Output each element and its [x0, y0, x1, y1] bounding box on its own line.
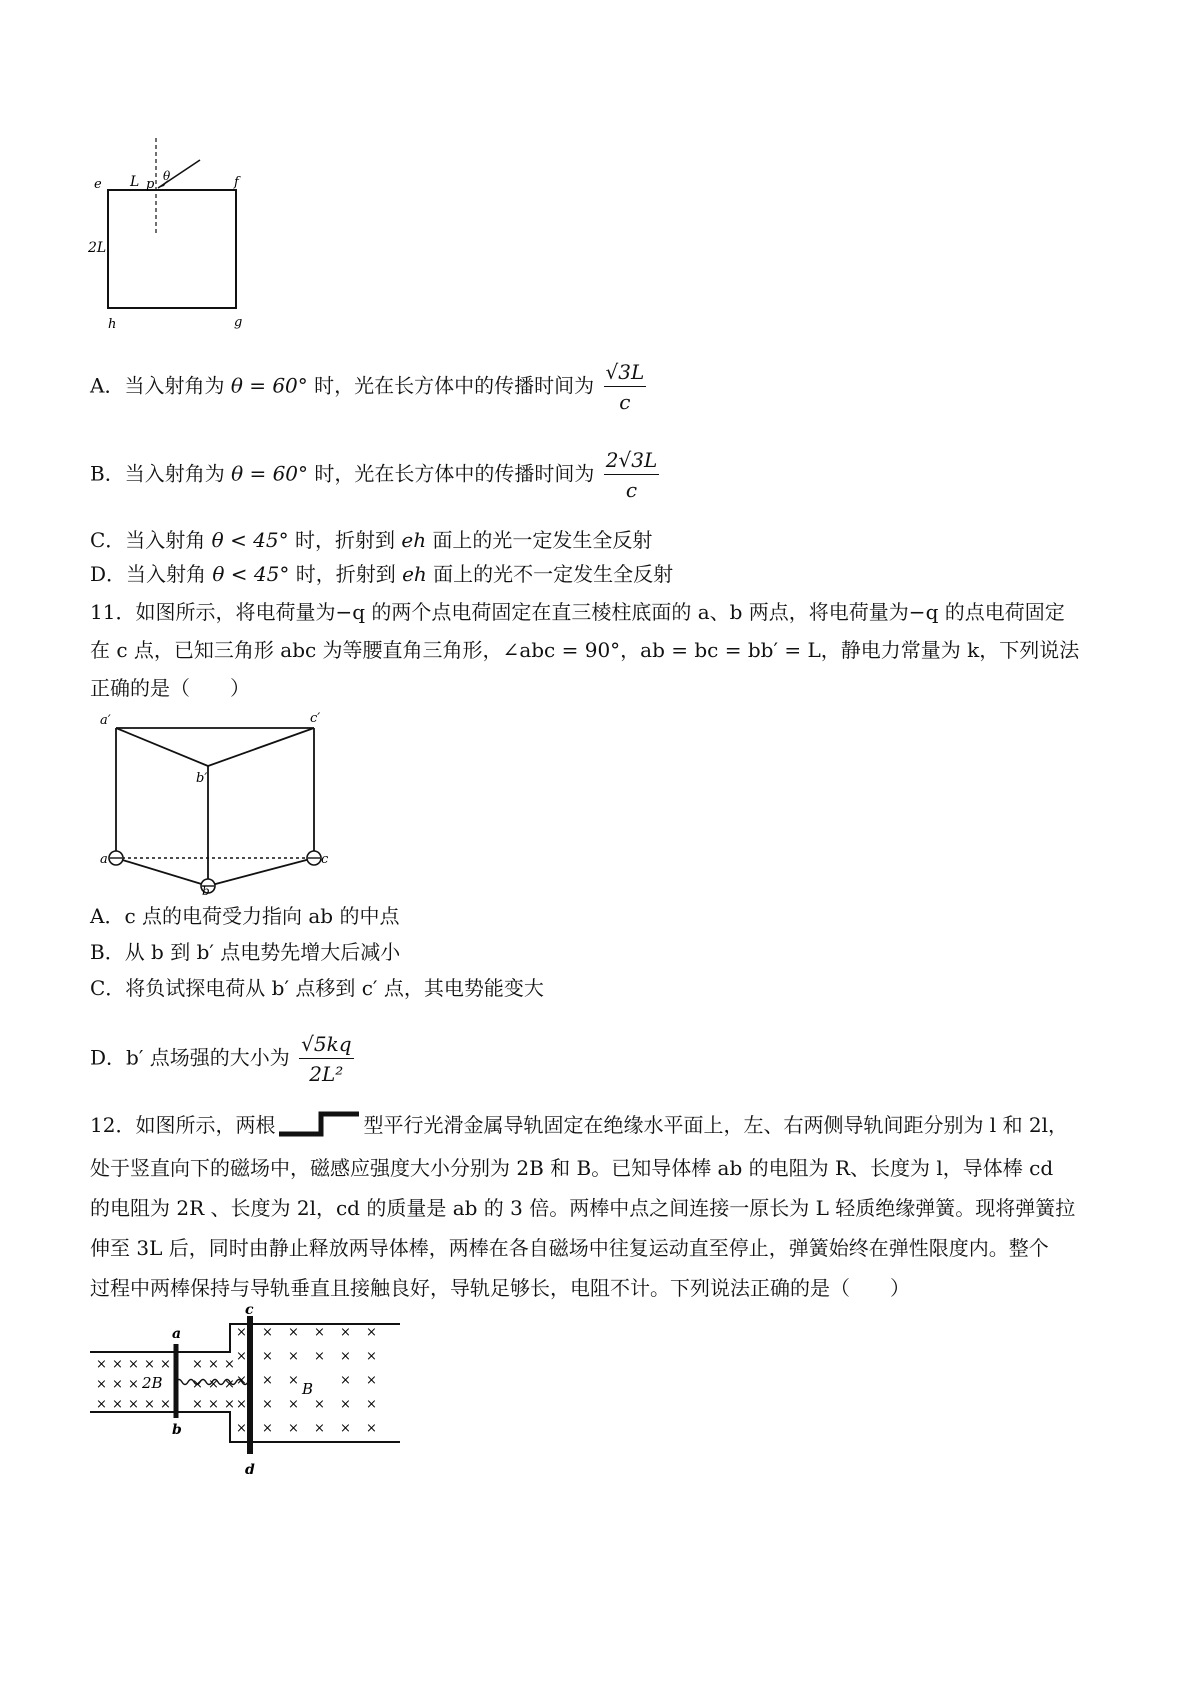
- field-cross: ×: [224, 1357, 235, 1372]
- field-cross: ×: [236, 1397, 247, 1412]
- label-g: g: [234, 315, 243, 330]
- label-c: c: [245, 1306, 254, 1318]
- q10-b-denominator: c: [625, 478, 638, 502]
- label-a: a: [100, 852, 108, 867]
- q10-option-d: [90, 562, 673, 586]
- q12-stem-line1: [90, 1110, 1068, 1138]
- field-cross: ×: [314, 1325, 325, 1340]
- q10-d-angle: θ < 45°: [212, 562, 290, 586]
- field-cross: ×: [288, 1325, 299, 1340]
- field-cross: ×: [236, 1325, 247, 1340]
- label-2L: 2L: [88, 240, 107, 256]
- q11-d-denominator: 2L²: [309, 1062, 344, 1086]
- charge-c: [307, 851, 321, 865]
- q11-option-c: C．将负试探电荷从 b′ 点移到 c′ 点，其电势能变大: [90, 976, 544, 1000]
- charge-a: [109, 851, 123, 865]
- field-cross: ×: [314, 1421, 325, 1436]
- field-cross: ×: [262, 1325, 273, 1340]
- field-cross: ×: [314, 1349, 325, 1364]
- field-cross: ×: [224, 1397, 235, 1412]
- q10-b-numerator: 2√3L: [604, 448, 659, 475]
- edge-a-top-b-top: [116, 728, 208, 766]
- q12-stem-line2: 处于竖直向下的磁场中，磁感应强度大小分别为 2B 和 B。已知导体棒 ab 的电阻为 R、长度为 l，导体棒 cd: [90, 1156, 1054, 1180]
- edge-a-b: [116, 858, 208, 886]
- q10-option-c: [90, 528, 652, 552]
- q10-option-a: [90, 360, 649, 414]
- q10-a-numerator: √3L: [604, 360, 647, 387]
- label-e: e: [94, 177, 102, 192]
- field-cross: ×: [112, 1397, 123, 1412]
- field-cross: ×: [208, 1357, 219, 1372]
- label-h: h: [108, 317, 117, 332]
- q10-b-angle: θ = 60°: [231, 461, 309, 486]
- q12-stem-line3: 的电阻为 2R 、长度为 2l，cd 的质量是 ab 的 3 倍。两棒中点之间连接一原长为 L 轻质绝缘弹簧。现将弹簧拉: [90, 1196, 1076, 1220]
- field-cross: ×: [340, 1349, 351, 1364]
- q12-stem-line5: 过程中两棒保持与导轨垂直且接触良好，导轨足够长，电阻不计。下列说法正确的是（ ）: [90, 1276, 910, 1300]
- field-cross: ×: [144, 1397, 155, 1412]
- q10-b-mid: 时，光在长方体中的传播时间为: [314, 461, 595, 486]
- q11-option-d: [90, 1032, 357, 1086]
- field-cross: ×: [236, 1421, 247, 1436]
- field-cross: ×: [340, 1421, 351, 1436]
- field-cross: ×: [96, 1357, 107, 1372]
- field-cross: ×: [366, 1421, 377, 1436]
- q11-stem-line3: 正确的是（ ）: [90, 676, 250, 700]
- q10-option-b: [90, 448, 662, 502]
- q10-c-suffix: 面上的光一定发生全反射: [432, 528, 653, 552]
- label-theta: θ: [163, 169, 171, 183]
- field-cross: ×: [288, 1397, 299, 1412]
- field-cross: ×: [208, 1397, 219, 1412]
- q10-d-mid: 时，折射到: [295, 562, 396, 586]
- field-cross: ×: [192, 1397, 203, 1412]
- label-p: p: [146, 177, 155, 192]
- field-cross: ×: [128, 1397, 139, 1412]
- label-b: b: [202, 884, 210, 896]
- field-cross: ×: [236, 1373, 247, 1388]
- q10-c-face: eh: [401, 528, 427, 552]
- q12-line1-pre: 12．如图所示，两根: [90, 1113, 276, 1137]
- edge-b-top-c-top: [208, 728, 314, 766]
- q12-stem-line4: 伸至 3L 后，同时由静止释放两导体棒，两棒在各自磁场中往复运动直至停止，弹簧始终在弹性限度内。整个: [90, 1236, 1049, 1260]
- q10-d-suffix: 面上的光不一定发生全反射: [433, 562, 674, 586]
- field-cross: ×: [208, 1377, 219, 1392]
- field-cross: ×: [144, 1357, 155, 1372]
- q10-b-fraction: [604, 448, 659, 502]
- label-f: f: [234, 175, 239, 190]
- field-cross: ×: [96, 1397, 107, 1412]
- field-cross: ×: [262, 1397, 273, 1412]
- field-cross: ×: [224, 1377, 235, 1392]
- q11-stem-line1: 11．如图所示，将电荷量为−q 的两个点电荷固定在直三棱柱底面的 a、b 两点，将电荷量为−q 的点电荷固定: [90, 600, 1065, 624]
- label-c: c: [321, 852, 329, 867]
- q10-b-prefix: B．当入射角为: [90, 461, 225, 486]
- figure-rectangular-prism: [88, 128, 268, 338]
- field-cross: ×: [288, 1421, 299, 1436]
- q11-d-fraction: [299, 1032, 353, 1086]
- q10-d-prefix: D．当入射角: [90, 562, 207, 586]
- label-L: L: [130, 174, 140, 190]
- field-cross: ×: [366, 1325, 377, 1340]
- q10-a-fraction: [604, 360, 647, 414]
- q10-a-angle: θ = 60°: [230, 373, 308, 398]
- q11-stem-line2: 在 c 点，已知三角形 abc 为等腰直角三角形，∠abc = 90°，ab = bc = bb′ = L，静电力常量为 k，下列说法: [90, 638, 1080, 662]
- label-b-prime: b′: [196, 771, 208, 786]
- label-a: a: [172, 1326, 182, 1342]
- q10-a-mid: 时，光在长方体中的传播时间为: [314, 373, 595, 398]
- field-cross: ×: [288, 1373, 299, 1388]
- q11-option-a: A．c 点的电荷受力指向 ab 的中点: [90, 904, 400, 928]
- field-cross: ×: [340, 1397, 351, 1412]
- q11-d-numerator: √5kq: [299, 1032, 353, 1059]
- rail-shape-icon: [277, 1110, 361, 1138]
- field-cross: ×: [236, 1349, 247, 1364]
- field-cross: ×: [288, 1349, 299, 1364]
- label-c-prime: c′: [310, 711, 321, 726]
- label-d: d: [245, 1462, 255, 1478]
- q10-a-denominator: c: [619, 390, 631, 414]
- label-2B: 2B: [142, 1374, 163, 1392]
- prism-outline: [108, 190, 236, 308]
- field-cross: ×: [366, 1373, 377, 1388]
- q12-line1-post: 型平行光滑金属导轨固定在绝缘水平面上，左、右两侧导轨间距分别为 l 和 2l，: [363, 1113, 1069, 1137]
- figure-triangular-prism: [96, 706, 336, 896]
- field-cross: ×: [160, 1397, 171, 1412]
- field-cross: ×: [366, 1349, 377, 1364]
- label-a-prime: a′: [100, 713, 111, 728]
- figure-rails-magnetic-field: [90, 1306, 410, 1486]
- field-cross: ×: [262, 1421, 273, 1436]
- q11-d-prefix: D．b′ 点场强的大小为: [90, 1045, 290, 1070]
- field-cross: ×: [192, 1357, 203, 1372]
- field-cross: ×: [128, 1377, 139, 1392]
- field-cross: ×: [314, 1397, 325, 1412]
- field-cross: ×: [262, 1349, 273, 1364]
- q10-c-angle: θ < 45°: [211, 528, 289, 552]
- field-cross: ×: [262, 1373, 273, 1388]
- field-cross: ×: [128, 1357, 139, 1372]
- field-cross: ×: [160, 1357, 171, 1372]
- label-b: b: [172, 1422, 182, 1438]
- q10-d-face: eh: [402, 562, 427, 586]
- field-cross: ×: [192, 1377, 203, 1392]
- field-cross: ×: [340, 1325, 351, 1340]
- edge-b-c: [208, 858, 314, 886]
- field-cross: ×: [96, 1377, 107, 1392]
- field-cross: ×: [112, 1377, 123, 1392]
- q10-c-mid: 时，折射到: [295, 528, 395, 552]
- field-cross: ×: [366, 1397, 377, 1412]
- q10-c-prefix: C．当入射角: [90, 528, 206, 552]
- q11-option-b: B．从 b 到 b′ 点电势先增大后减小: [90, 940, 401, 964]
- field-cross: ×: [112, 1357, 123, 1372]
- field-cross: ×: [340, 1373, 351, 1388]
- q10-a-prefix: A．当入射角为: [90, 373, 225, 398]
- label-B: B: [302, 1380, 314, 1398]
